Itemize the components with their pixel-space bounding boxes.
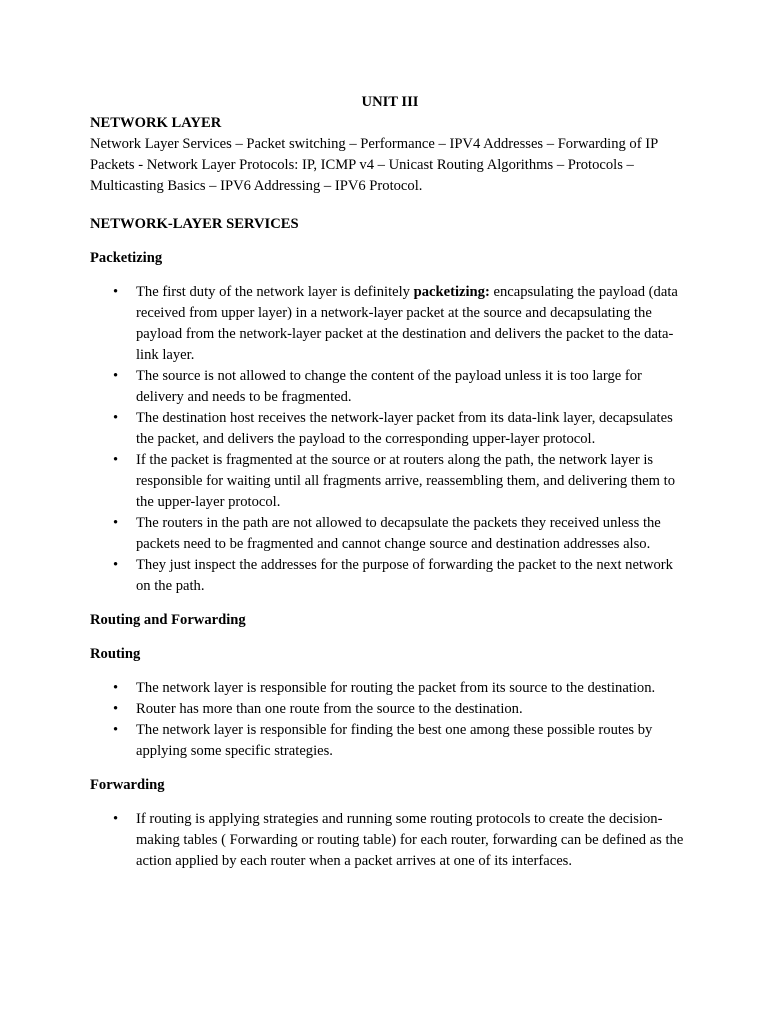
list-item xyxy=(90,408,690,450)
list-item-text-bold: packetizing: xyxy=(413,284,490,300)
bullet-icon: • xyxy=(113,410,119,426)
list-item xyxy=(90,282,690,366)
heading-routing-and-forwarding: Routing and Forwarding xyxy=(90,612,246,628)
list-item xyxy=(90,720,690,762)
list-item xyxy=(90,678,690,699)
bullet-icon: • xyxy=(113,811,119,827)
list-item xyxy=(90,513,690,555)
bullet-icon: • xyxy=(113,557,119,573)
list-item-text: The network layer is responsible for finding the best one among these possible routes by applying some specific strategies. xyxy=(136,722,653,759)
list-item-text: If the packet is fragmented at the source or at routers along the path, the network layer is responsible for waiting until all fragments arrive, reassembling them, and delivering them to the upper-layer protocol. xyxy=(136,452,676,510)
list-item-text: If routing is applying strategies and running some routing protocols to create the decision-making tables ( Forwarding or routing table) for each router, forwarding can be defined as the action applied by each router when a packet arrives at one of its interfaces. xyxy=(136,811,684,869)
chapter-intro: Network Layer Services – Packet switching – Performance – IPV4 Addresses – Forwarding of IP Packets - Network Layer Protocols: IP, ICMP v4 – Unicast Routing Algorithms – Protocols – Multicasting Basics – IPV6 Addressing – IPV6 Protocol. xyxy=(90,136,658,194)
bullet-icon: • xyxy=(113,452,119,468)
list-item xyxy=(90,450,690,513)
bullet-icon: • xyxy=(113,368,119,384)
heading-routing: Routing xyxy=(90,646,141,662)
list-item-text: The routers in the path are not allowed to decapsulate the packets they received unless the packets need to be fragmented and cannot change source and destination addresses also. xyxy=(136,515,661,552)
routing-list xyxy=(90,678,690,762)
list-item xyxy=(90,555,690,597)
list-item-text: The destination host receives the network-layer packet from its data-link layer, decapsulates the packet, and delivers the payload to the corresponding upper-layer protocol. xyxy=(136,410,673,447)
heading-packetizing: Packetizing xyxy=(90,250,163,266)
document-page xyxy=(90,92,690,872)
unit-title: UNIT III xyxy=(361,94,419,110)
list-item xyxy=(90,366,690,408)
bullet-icon: • xyxy=(113,722,119,738)
chapter-title: NETWORK LAYER xyxy=(90,115,222,131)
list-item-text-post: encapsulating the payload (data received from upper layer) in a network-layer packet at the source and decapsulating the payload from the network-layer packet at the destination and delivers the packet to the data-link layer. xyxy=(136,284,678,363)
bullet-icon: • xyxy=(113,284,119,300)
forwarding-list xyxy=(90,809,690,872)
bullet-icon: • xyxy=(113,680,119,696)
list-item-text: The network layer is responsible for routing the packet from its source to the destination. xyxy=(136,680,656,696)
list-item-text: They just inspect the addresses for the purpose of forwarding the packet to the next network on the path. xyxy=(136,557,673,594)
list-item xyxy=(90,809,690,872)
bullet-icon: • xyxy=(113,515,119,531)
list-item xyxy=(90,699,690,720)
list-item-text-pre: The first duty of the network layer is definitely xyxy=(136,284,414,300)
list-item-text: Router has more than one route from the source to the destination. xyxy=(136,701,523,717)
packetizing-list xyxy=(90,282,690,597)
heading-forwarding: Forwarding xyxy=(90,777,165,793)
list-item-text: The source is not allowed to change the content of the payload unless it is too large for delivery and needs to be fragmented. xyxy=(136,368,642,405)
bullet-icon: • xyxy=(113,701,119,717)
section-title-network-layer-services: NETWORK-LAYER SERVICES xyxy=(90,216,299,232)
